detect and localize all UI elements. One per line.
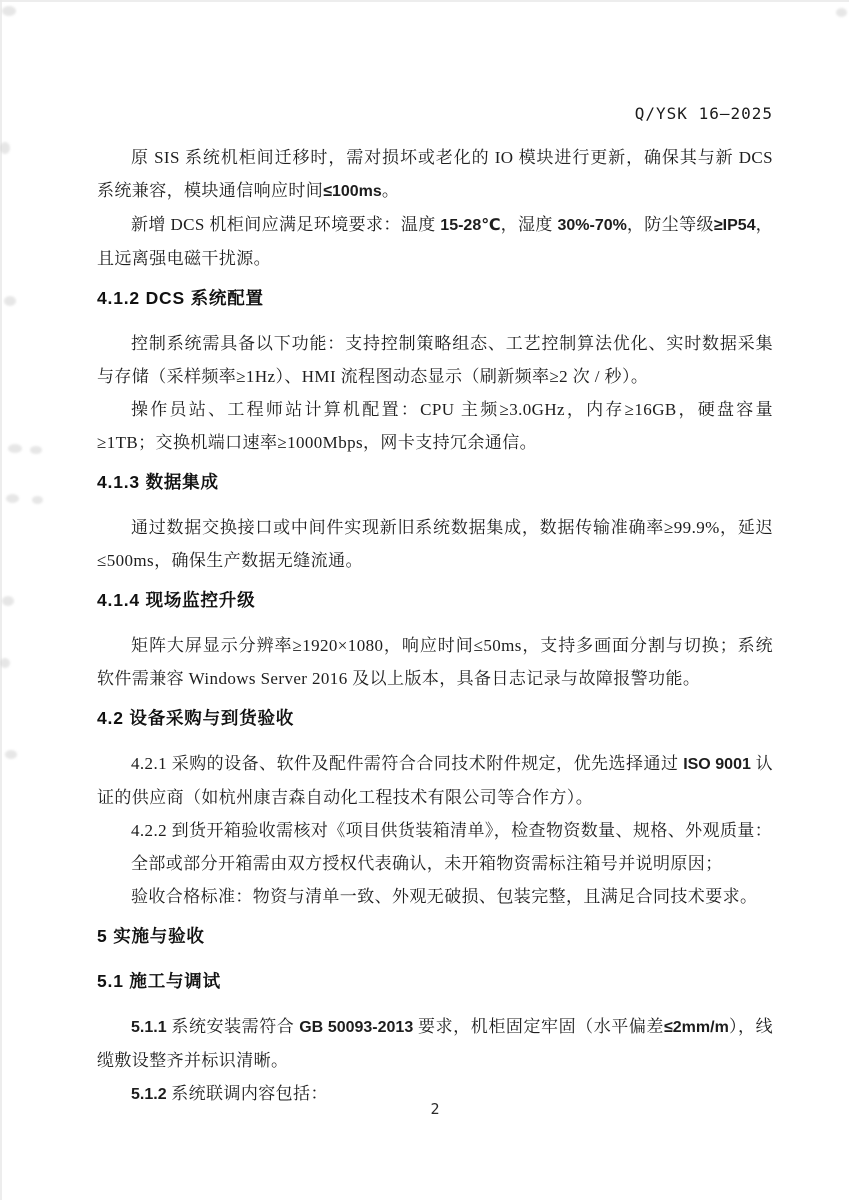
text-run: 全部或部分开箱需由双方授权代表确认，未开箱物资需标注箱号并说明原因； bbox=[131, 854, 723, 873]
page-header bbox=[97, 104, 773, 123]
text-run: 系统安装需符合 bbox=[166, 1017, 300, 1036]
text-run: ≥IP54 bbox=[713, 217, 756, 234]
text-run: 操作员站、工程师站计算机配置：CPU 主频≥3.0GHz，内存≥16GB，硬盘容量≥1TB；交换机端口速率≥1000Mbps，网卡支持冗余通信。 bbox=[97, 400, 773, 452]
scan-artifact bbox=[32, 496, 43, 504]
text-run: ，湿度 bbox=[500, 215, 558, 234]
paragraph bbox=[97, 629, 773, 695]
section-heading bbox=[97, 920, 773, 953]
section-heading bbox=[97, 466, 773, 499]
page-footer bbox=[97, 1100, 773, 1118]
text-run: 30%-70% bbox=[557, 217, 627, 234]
section-heading bbox=[97, 584, 773, 617]
text-run: 5 实施与验收 bbox=[97, 926, 205, 946]
text-run: 系统联调内容包括： bbox=[166, 1084, 328, 1103]
text-run: 通过数据交换接口或中间件实现新旧系统数据集成，数据传输准确率≥99.9%，延迟≤500ms，确保生产数据无缝流通。 bbox=[97, 518, 773, 570]
paragraph bbox=[97, 511, 773, 577]
section-heading bbox=[97, 282, 773, 315]
text-run: 要求，机柜固定牢固（水平偏差 bbox=[413, 1017, 664, 1036]
scan-artifact bbox=[0, 658, 10, 668]
text-run: ISO 9001 bbox=[683, 756, 751, 773]
section-heading bbox=[97, 965, 773, 998]
paragraph bbox=[97, 814, 773, 847]
text-run: 4.1.3 数据集成 bbox=[97, 472, 219, 492]
text-run: ≤100ms bbox=[323, 183, 382, 200]
text-run: 4.2 设备采购与到货验收 bbox=[97, 708, 295, 728]
scan-artifact bbox=[2, 596, 14, 606]
paragraph bbox=[97, 208, 773, 275]
text-run: 4.1.2 DCS 系统配置 bbox=[97, 288, 264, 308]
text-run: 认证的供应商（如杭州康吉森自动化工程技术有限公司等合作方）。 bbox=[97, 754, 773, 807]
text-run: ，防尘等级 bbox=[626, 215, 714, 234]
scan-artifact bbox=[5, 750, 17, 759]
text-run: 5.1 施工与调试 bbox=[97, 971, 221, 991]
text-run: 矩阵大屏显示分辨率≥1920×1080，响应时间≤50ms，支持多画面分割与切换；系统软件需兼容 Windows Server 2016 及以上版本，具备日志记录与故障报警功能。 bbox=[97, 636, 773, 688]
text-run: 原 SIS 系统机柜间迁移时，需对损坏或老化的 IO 模块进行更新，确保其与新 DCS 系统兼容，模块通信响应时间 bbox=[97, 148, 778, 200]
text-run: 验收合格标准：物资与清单一致、外观无破损、包装完整，且满足合同技术要求。 bbox=[131, 887, 758, 906]
text-run: 4.1.4 现场监控升级 bbox=[97, 590, 256, 610]
paragraph bbox=[97, 880, 773, 913]
text-run: 5.1.1 bbox=[131, 1019, 167, 1036]
document-body bbox=[97, 141, 778, 1111]
text-run: 新增 DCS 机柜间应满足环境要求：温度 bbox=[131, 215, 441, 234]
paragraph bbox=[97, 393, 773, 459]
scan-artifact bbox=[30, 446, 42, 454]
scan-artifact bbox=[4, 296, 16, 306]
text-run: 15-28℃ bbox=[440, 217, 501, 234]
paragraph bbox=[97, 327, 773, 393]
text-run: ），线缆敷设整齐并标识清晰。 bbox=[97, 1017, 774, 1070]
text-run: ，且远离强电磁干扰源。 bbox=[97, 215, 773, 268]
scan-artifact bbox=[0, 142, 10, 154]
scan-artifact bbox=[8, 444, 22, 453]
scan-artifact bbox=[836, 8, 847, 17]
text-run: 4.2.1 采购的设备、软件及配件需符合合同技术附件规定，优先选择通过 bbox=[131, 754, 684, 773]
standard-code: Q/YSK 16—2025 bbox=[634, 104, 773, 123]
paragraph bbox=[97, 1010, 773, 1077]
paragraph bbox=[97, 141, 778, 208]
text-run: 5.1.2 bbox=[131, 1086, 167, 1103]
section-heading bbox=[97, 702, 773, 735]
scan-edge-shadow bbox=[0, 0, 849, 2]
text-run: 4.2.2 到货开箱验收需核对《项目供货装箱清单》，检查物资数量、规格、外观质量： bbox=[131, 821, 773, 840]
text-run: ≤2mm/m bbox=[664, 1019, 729, 1036]
paragraph bbox=[97, 747, 773, 814]
text-run: 。 bbox=[381, 181, 400, 200]
scan-artifact bbox=[6, 494, 19, 503]
paragraph bbox=[97, 847, 773, 880]
page-number: 2 bbox=[430, 1100, 440, 1118]
text-run: 控制系统需具备以下功能：支持控制策略组态、工艺控制算法优化、实时数据采集与存储（采样频率≥1Hz）、HMI 流程图动态显示（刷新频率≥2 次 / 秒）。 bbox=[97, 334, 773, 386]
scan-artifact bbox=[2, 6, 16, 16]
text-run: GB 50093-2013 bbox=[299, 1019, 414, 1036]
